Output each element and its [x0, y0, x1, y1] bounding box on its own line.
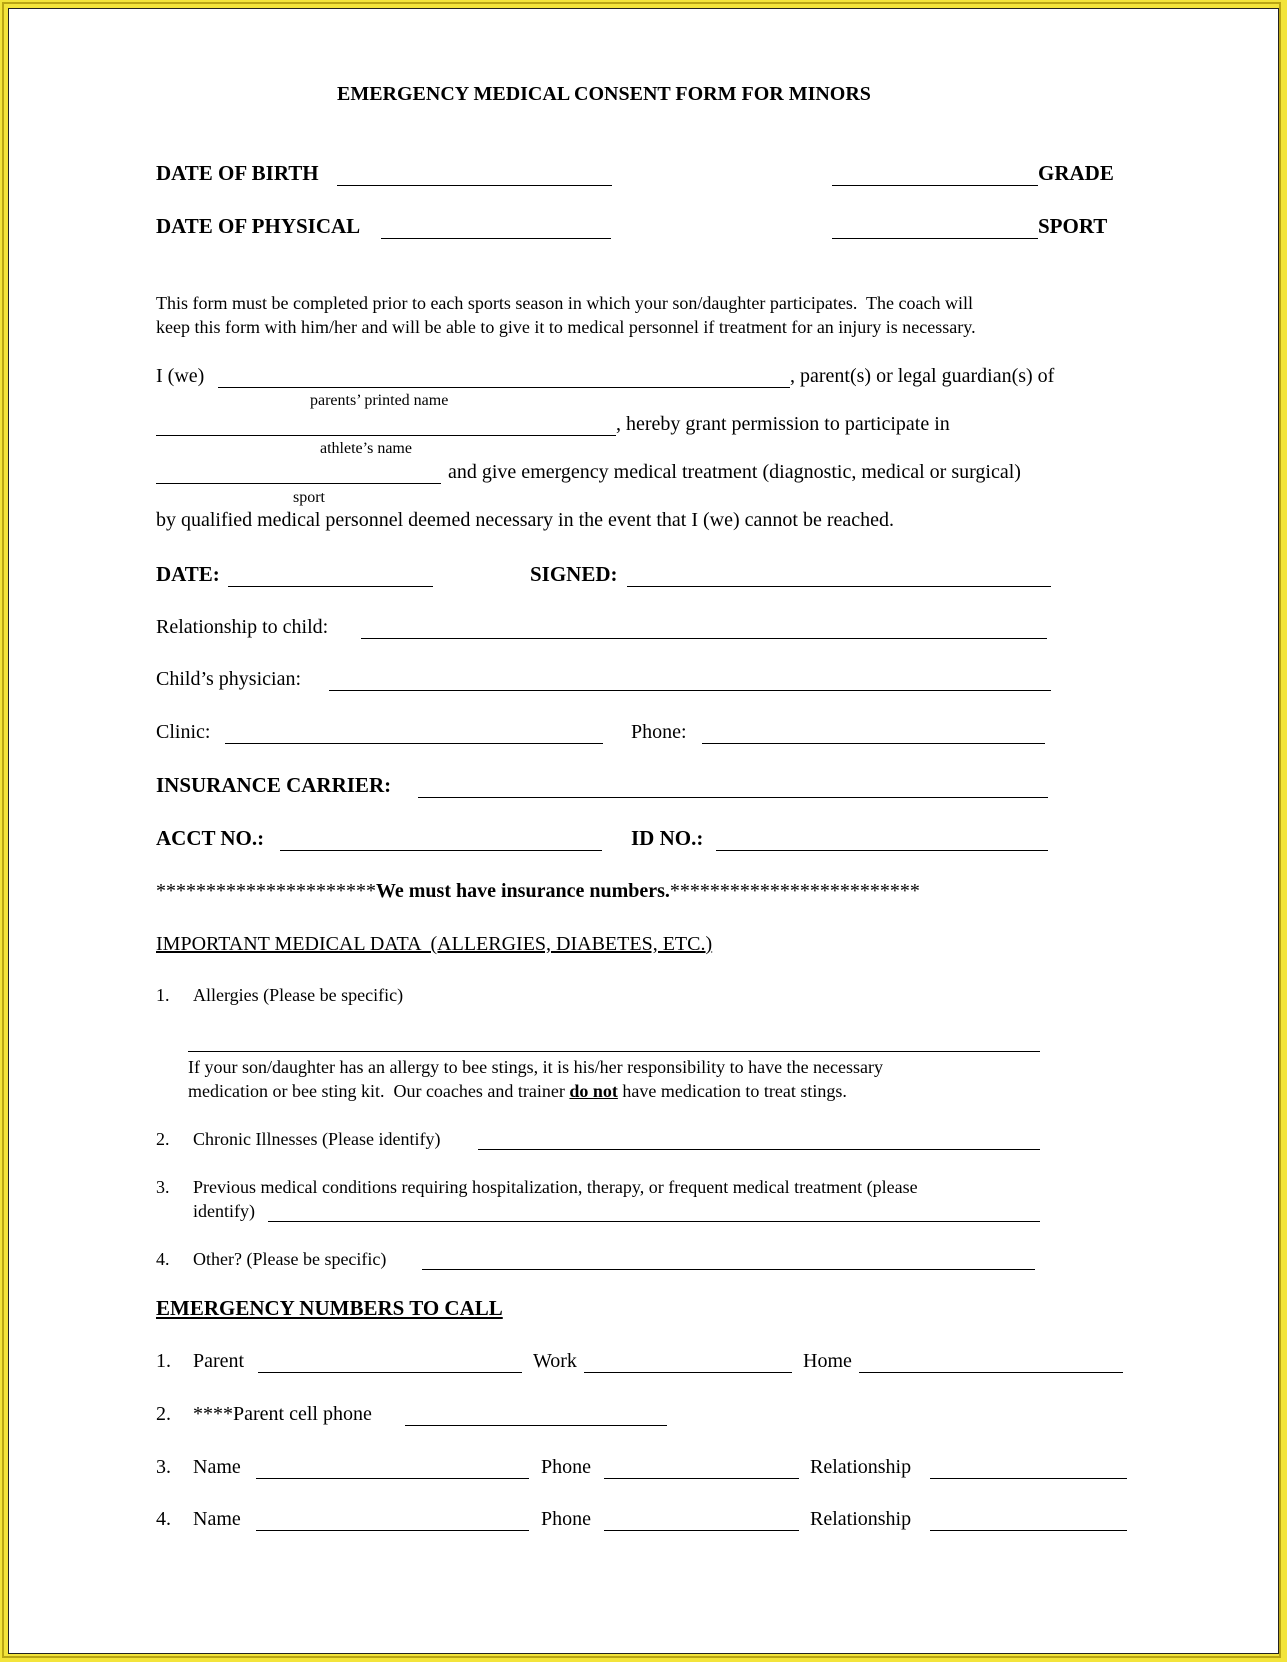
emergency-4-number: 4. — [156, 1508, 171, 1530]
contact-4-phone-label: Phone — [541, 1508, 591, 1530]
insurance-field[interactable] — [418, 775, 1048, 798]
grade-label: GRADE — [1038, 161, 1114, 185]
bee-sting-line-2: medication or bee sting kit. Our coaches and trainer do not have medication to treat stings. — [188, 1081, 847, 1101]
emergency-3-number: 3. — [156, 1456, 171, 1478]
previous-line-1: Previous medical conditions requiring hospitalization, therapy, or frequent medical treatment (please — [193, 1177, 918, 1197]
clinic-phone-field[interactable] — [702, 722, 1045, 744]
work-field[interactable] — [584, 1351, 792, 1373]
parents-name-field[interactable] — [218, 366, 790, 388]
relationship-label: Relationship to child: — [156, 616, 329, 638]
other-field[interactable] — [422, 1250, 1035, 1270]
id-field[interactable] — [716, 828, 1048, 851]
emergency-2-number: 2. — [156, 1403, 171, 1425]
other-number: 4. — [156, 1249, 170, 1269]
contact-3-name-label: Name — [193, 1456, 241, 1478]
previous-line-2: identify) — [193, 1201, 255, 1221]
contact-4-phone-field[interactable] — [604, 1509, 799, 1531]
date-field[interactable] — [228, 564, 433, 587]
parent-field[interactable] — [258, 1351, 522, 1373]
date-of-physical-label: DATE OF PHYSICAL — [156, 214, 361, 238]
chronic-label: Chronic Illnesses (Please identify) — [193, 1129, 441, 1149]
insurance-note: **********************We must have insurance numbers.************************* — [156, 880, 920, 902]
intro-line-1: This form must be completed prior to each sports season in which your son/daughter participates. The coach will — [156, 293, 973, 313]
contact-4-name-label: Name — [193, 1508, 241, 1530]
date-label: DATE: — [156, 562, 220, 586]
acct-label: ACCT NO.: — [156, 826, 265, 850]
contact-3-name-field[interactable] — [256, 1457, 529, 1479]
date-of-physical-field[interactable] — [381, 216, 611, 239]
cell-phone-field[interactable] — [405, 1404, 667, 1426]
sport-field[interactable] — [832, 216, 1038, 239]
clinic-field[interactable] — [225, 722, 603, 744]
contact-3-relationship-field[interactable] — [930, 1457, 1127, 1479]
grant-permission-text: , hereby grant permission to participate in — [616, 413, 950, 435]
sport-caption: sport — [293, 489, 325, 506]
allergies-number: 1. — [156, 985, 170, 1005]
form-title: EMERGENCY MEDICAL CONSENT FORM FOR MINORS — [337, 83, 871, 105]
acct-field[interactable] — [280, 828, 602, 851]
medical-data-heading: IMPORTANT MEDICAL DATA (ALLERGIES, DIABETES, ETC.) — [156, 933, 713, 955]
emergency-1-number: 1. — [156, 1350, 171, 1372]
other-label: Other? (Please be specific) — [193, 1249, 387, 1269]
contact-3-relationship-label: Relationship — [810, 1456, 912, 1478]
signed-label: SIGNED: — [530, 562, 618, 586]
parent-guardian-text: , parent(s) or legal guardian(s) of — [790, 365, 1055, 387]
contact-4-relationship-field[interactable] — [930, 1509, 1127, 1531]
contact-3-phone-label: Phone — [541, 1456, 591, 1478]
intro-line-2: keep this form with him/her and will be able to give it to medical personnel if treatment for an injury is necessary. — [156, 317, 976, 337]
previous-field[interactable] — [268, 1202, 1040, 1222]
bee-sting-line-1: If your son/daughter has an allergy to bee stings, it is his/her responsibility to have the necessary — [188, 1057, 884, 1077]
allergies-field[interactable] — [188, 1032, 1040, 1052]
athlete-name-field[interactable] — [156, 414, 616, 436]
i-we-label: I (we) — [156, 365, 205, 387]
allergies-label: Allergies (Please be specific) — [193, 985, 404, 1005]
relationship-field[interactable] — [361, 617, 1047, 639]
physician-label: Child’s physician: — [156, 668, 301, 690]
physician-field[interactable] — [329, 669, 1051, 691]
parent-label: Parent — [193, 1350, 245, 1372]
sport-label: SPORT — [1038, 214, 1108, 238]
date-of-birth-label: DATE OF BIRTH — [156, 161, 319, 185]
grade-field[interactable] — [832, 163, 1038, 186]
qualified-personnel-text: by qualified medical personnel deemed necessary in the event that I (we) cannot be reached. — [156, 509, 895, 531]
clinic-phone-label: Phone: — [631, 721, 687, 743]
give-treatment-text: and give emergency medical treatment (diagnostic, medical or surgical) — [448, 461, 1021, 483]
contact-4-relationship-label: Relationship — [810, 1508, 912, 1530]
insurance-label: INSURANCE CARRIER: — [156, 773, 392, 797]
contact-4-name-field[interactable] — [256, 1509, 529, 1531]
cell-phone-label: ****Parent cell phone — [193, 1403, 372, 1425]
parents-name-caption: parents’ printed name — [310, 392, 449, 409]
contact-3-phone-field[interactable] — [604, 1457, 799, 1479]
date-of-birth-field[interactable] — [337, 163, 612, 186]
home-field[interactable] — [859, 1351, 1123, 1373]
work-label: Work — [533, 1350, 577, 1372]
id-label: ID NO.: — [631, 826, 704, 850]
athlete-name-caption: athlete’s name — [320, 440, 412, 457]
emergency-heading: EMERGENCY NUMBERS TO CALL — [156, 1296, 503, 1320]
chronic-number: 2. — [156, 1129, 170, 1149]
previous-number: 3. — [156, 1177, 170, 1197]
signature-field[interactable] — [627, 564, 1051, 587]
home-label: Home — [803, 1350, 852, 1372]
sport-name-field[interactable] — [156, 462, 441, 484]
clinic-label: Clinic: — [156, 721, 211, 743]
chronic-field[interactable] — [478, 1130, 1040, 1150]
